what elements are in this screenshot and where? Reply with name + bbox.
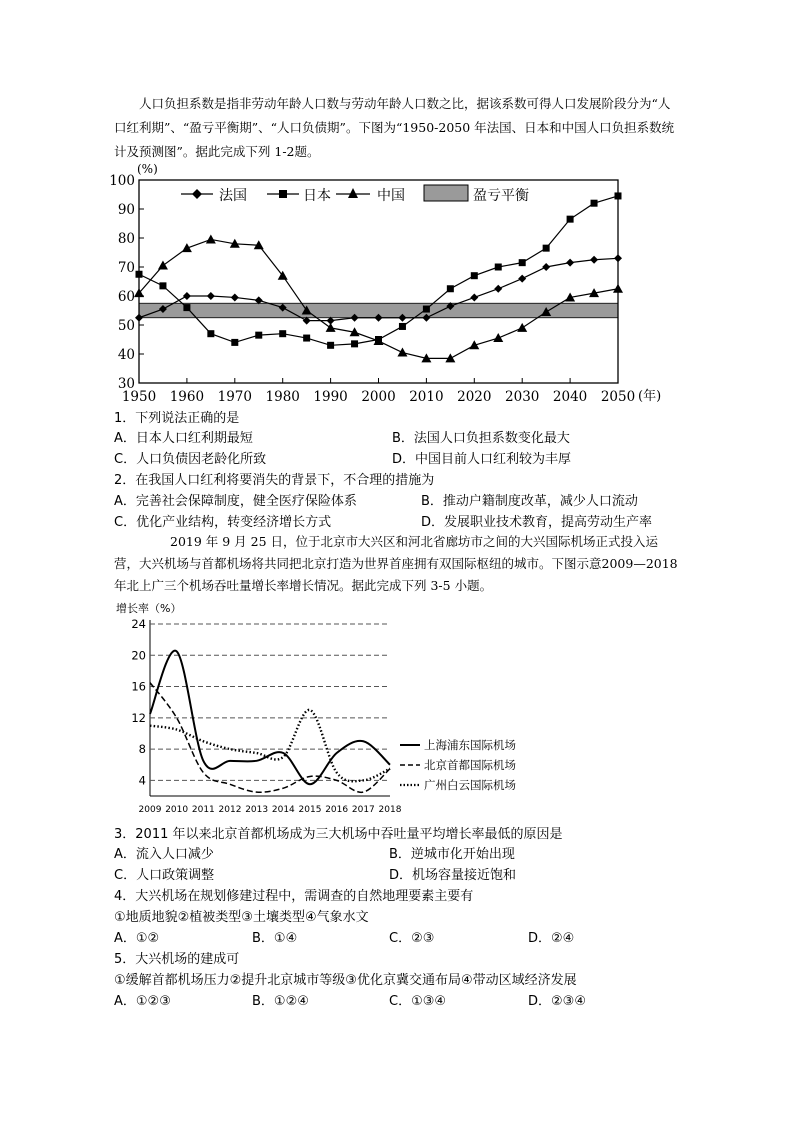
y-tick-label: 40 — [117, 347, 135, 363]
x-tick-label: 2050 — [600, 389, 636, 405]
diamond-point — [542, 263, 550, 271]
square-point — [255, 332, 262, 339]
q4-option-a[interactable]: A．①② — [114, 931, 160, 946]
y-tick-label: 50 — [117, 318, 135, 334]
q2-option-a[interactable]: A．完善社会保障制度，健全医疗保险体系 — [114, 494, 357, 509]
intro-paragraph-1: 人口负担系数是指非劳动年龄人口数与劳动年龄人口数之比，据该系数可得人口发展阶段分为“人口红利期”、“盈亏平衡期”、“人口负债期”。下图为“1950-2050 年法国、日本和中国人口负担系数统计及预测图”。据此完成下列 1-2题。 — [114, 96, 675, 159]
x-tick-label: 1990 — [313, 389, 348, 405]
square-point — [279, 330, 286, 337]
x-tick-label: 2040 — [552, 389, 588, 405]
q3-option-d[interactable]: D．机场容量接近饱和 — [389, 868, 517, 883]
q2-option-c[interactable]: C．优化产业结构，转变经济增长方式 — [114, 515, 332, 530]
chart1-y-unit: (%) — [137, 162, 158, 176]
square-point — [207, 330, 214, 337]
square-point — [591, 200, 598, 207]
y-tick-label: 90 — [117, 202, 135, 218]
q3-option-c[interactable]: C．人口政策调整 — [114, 868, 215, 883]
square-point — [495, 264, 502, 271]
q3-option-a[interactable]: A．流入人口减少 — [114, 847, 214, 862]
q2-option-d[interactable]: D．发展职业技术教育，提高劳动生产率 — [421, 515, 653, 530]
chart1-frame — [139, 180, 618, 383]
y-tick-label: 70 — [117, 260, 135, 276]
q4-option-b[interactable]: B．①④ — [252, 931, 298, 946]
x-tick-label: 1980 — [265, 389, 300, 405]
q5-option-b[interactable]: B．①②④ — [252, 994, 309, 1009]
legend-square-marker — [279, 190, 287, 198]
q3-stem: 3．2011 年以来北京首都机场成为三大机场中吞吐量平均增长率最低的原因是 — [114, 827, 563, 842]
q5-stem: 5．大兴机场的建成可 — [114, 952, 240, 967]
y-tick-label: 30 — [117, 376, 135, 392]
y-tick-label: 24 — [131, 617, 146, 631]
triangle-point — [493, 333, 503, 342]
square-point — [231, 339, 238, 346]
legend-china: 中国 — [377, 188, 405, 204]
y-tick-label: 20 — [131, 648, 146, 663]
population-burden-chart — [0, 160, 794, 420]
chart2-y-unit: 增长率（%） — [116, 602, 182, 615]
q3-option-b[interactable]: B．逆城市化开始出现 — [389, 847, 515, 862]
square-point — [399, 323, 406, 330]
legend-japan: 日本 — [303, 188, 331, 204]
legend-band-swatch — [424, 185, 468, 201]
triangle-point — [326, 323, 336, 332]
x-tick-label: 2010 — [409, 389, 444, 405]
legend-france: 法国 — [219, 188, 247, 204]
triangle-point — [182, 243, 192, 252]
triangle-point — [517, 323, 527, 332]
q4-stem: 4．大兴机场在规划修建过程中，需调查的自然地理要素主要有 — [114, 889, 474, 904]
y-tick-label: 80 — [117, 231, 135, 247]
q1-option-a[interactable]: A．日本人口红利期最短 — [114, 431, 253, 446]
square-point — [471, 272, 478, 279]
square-point — [183, 304, 190, 311]
intro-paragraph-2: 2019 年 9 月 25 日，位于北京市大兴区和河北省廊坊市之间的大兴国际机场正式投入运营，大兴机场与首都机场将共同把北京打造为世界首座拥有双国际枢纽的城市。下图示意2009—2018 年北上广三个机场吞吐量增长率增长情况。据此完成下列 3-5 小题。 — [114, 534, 678, 593]
x-tick-label: 2016 — [325, 805, 349, 815]
q4-option-d[interactable]: D．②④ — [528, 931, 575, 946]
x-tick-label: 2013 — [245, 805, 269, 815]
x-tick-label: 2010 — [165, 805, 189, 815]
triangle-point — [206, 234, 216, 243]
diamond-point — [231, 293, 239, 301]
square-point — [327, 342, 334, 349]
x-tick-label: 2012 — [218, 805, 242, 815]
q5-option-d[interactable]: D．②③④ — [528, 994, 586, 1009]
airport-series-line-2 — [150, 683, 390, 793]
x-tick-label: 2014 — [271, 805, 295, 815]
diamond-point — [470, 293, 478, 301]
legend-triangle-marker — [348, 188, 358, 198]
x-tick-label: 2018 — [378, 805, 402, 815]
x-tick-label: 2015 — [298, 805, 322, 815]
x-tick-label: 1970 — [217, 389, 252, 405]
q1-option-b[interactable]: B．法国人口负担系数变化最大 — [392, 431, 570, 446]
q4-statements: ①地质地貌②植被类型③土壤类型④气象水文 — [114, 910, 369, 925]
q2-option-b[interactable]: B．推动户籍制度改革，减少人口流动 — [421, 494, 638, 509]
triangle-point — [397, 348, 407, 357]
square-point — [567, 216, 574, 223]
legend-diamond-marker — [192, 189, 202, 199]
x-tick-label: 1950 — [121, 389, 157, 405]
square-point — [136, 271, 143, 278]
diamond-point — [207, 292, 215, 300]
diamond-point — [614, 254, 622, 262]
square-point — [159, 282, 166, 289]
q1-option-d[interactable]: D．中国目前人口红利较为丰厚 — [392, 452, 572, 467]
y-tick-label: 4 — [138, 773, 146, 788]
q5-option-c[interactable]: C．①③④ — [389, 994, 447, 1009]
x-tick-label: 2030 — [505, 389, 540, 405]
diamond-point — [183, 292, 191, 300]
y-tick-label: 8 — [138, 742, 146, 757]
diamond-point — [518, 275, 526, 283]
q5-option-a[interactable]: A．①②③ — [114, 994, 171, 1009]
triangle-point — [613, 284, 623, 293]
q2-stem: 2．在我国人口红利将要消失的背景下，不合理的措施为 — [114, 473, 435, 488]
q5-statements: ①缓解首都机场压力②提升北京城市等级③优化京冀交通布局④带动区域经济发展 — [114, 973, 577, 988]
chart1-x-unit: (年) — [638, 389, 662, 404]
legend-guangzhou: 广州白云国际机场 — [424, 778, 516, 792]
square-point — [615, 192, 622, 199]
square-point — [423, 306, 430, 313]
q1-stem: 1．下列说法正确的是 — [114, 411, 240, 426]
airport-growth-chart — [0, 600, 794, 820]
legend-shanghai: 上海浦东国际机场 — [424, 738, 516, 752]
x-tick-label: 2020 — [457, 389, 492, 405]
x-tick-label: 2009 — [138, 805, 162, 815]
x-tick-label: 2000 — [361, 389, 396, 405]
diamond-point — [494, 285, 502, 293]
diamond-point — [590, 256, 598, 264]
x-tick-label: 2017 — [351, 805, 375, 815]
diamond-point — [566, 259, 574, 267]
y-tick-label: 12 — [131, 710, 146, 725]
legend-balance: 盈亏平衡 — [473, 188, 529, 204]
x-tick-label: 2011 — [191, 805, 215, 815]
q4-option-c[interactable]: C．②③ — [389, 931, 435, 946]
x-tick-label: 1960 — [169, 389, 205, 405]
y-tick-label: 16 — [131, 679, 146, 694]
y-tick-label: 60 — [117, 289, 135, 305]
square-point — [351, 340, 358, 347]
airport-series-line-3 — [150, 710, 390, 781]
square-point — [447, 285, 454, 292]
y-tick-label: 100 — [109, 173, 135, 189]
square-point — [519, 259, 526, 266]
q1-option-c[interactable]: C．人口负债因老龄化所致 — [114, 452, 267, 467]
legend-beijing: 北京首都国际机场 — [424, 758, 516, 772]
triangle-point — [158, 261, 168, 270]
square-point — [303, 335, 310, 342]
square-point — [543, 245, 550, 252]
